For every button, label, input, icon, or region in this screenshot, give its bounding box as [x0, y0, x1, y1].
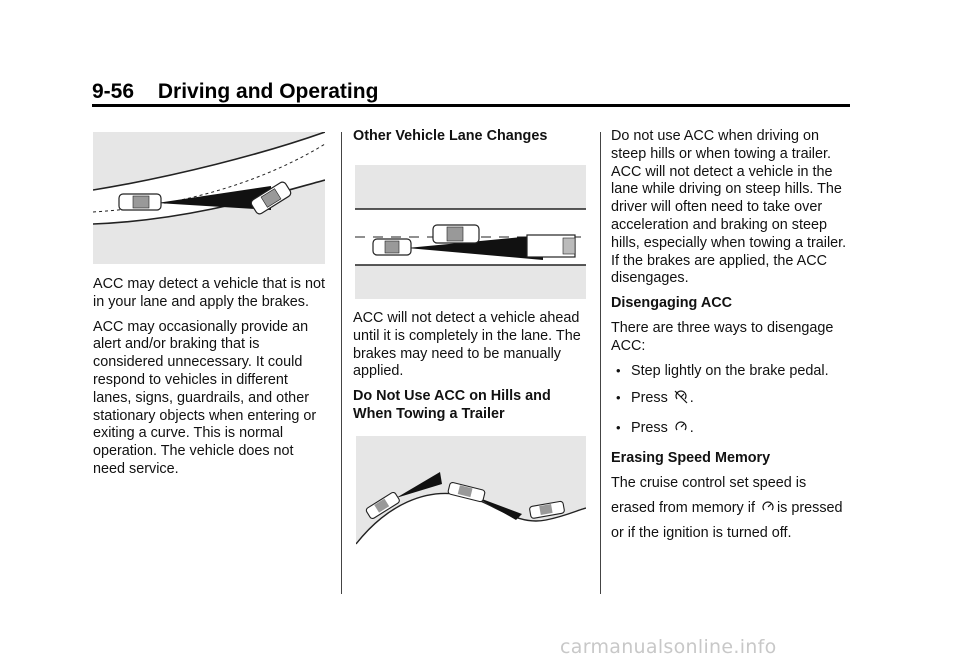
disengage-list: [611, 363, 855, 440]
column-2-top: [353, 128, 593, 153]
figure-hills: [356, 436, 586, 566]
figure-curve-detection: [93, 132, 325, 264]
paragraph: The cruise control set speed is: [611, 474, 807, 491]
subheading: Do Not Use ACC on Hills and When Towing a Trailer: [353, 388, 551, 422]
paragraph: ACC may occasionally provide an alert and/or braking that is considered unnecessary. It could respond to vehicles in different lanes, signs, guardrails, and other stationary objects when entering or exiting a curve. This is normal operation. The vehicle does not need service.: [93, 318, 317, 477]
list-item: • Press .: [611, 420, 855, 440]
header-rule: [92, 104, 850, 107]
column-divider-1: [341, 132, 342, 594]
page-header: [92, 80, 378, 104]
cruise-onoff-icon: [761, 500, 775, 520]
paragraph: Do not use ACC when driving on steep hills or when towing a trailer. ACC will not detect a vehicle in the lane while driving on steep hills. The driver will often need to take over acceleration and braking on steep hills, especially when towing a trailer. If the brakes are applied, the ACC disengages.: [611, 128, 847, 287]
paragraph: ACC may detect a vehicle that is not in your lane and apply the brakes.: [93, 276, 325, 310]
paragraph: ACC will not detect a vehicle ahead until it is completely in the lane. The brakes may need to be manually applied.: [353, 310, 581, 380]
footer-watermark: carmanualsonline.info: [560, 636, 777, 658]
subheading: Disengaging ACC: [611, 295, 732, 312]
column-2-middle: [353, 310, 593, 431]
cruise-cancel-icon: [674, 390, 688, 410]
paragraph: There are three ways to disengage ACC:: [611, 319, 834, 354]
section-title: Driving and Operating: [157, 80, 379, 103]
list-item: • Step lightly on the brake pedal.: [611, 363, 855, 381]
column-3: [611, 128, 855, 550]
column-divider-2: [600, 132, 601, 594]
subheading: Other Vehicle Lane Changes: [353, 128, 548, 144]
cruise-onoff-icon: [674, 420, 688, 440]
column-1: [93, 276, 329, 486]
paragraph: or if the ignition is turned off.: [611, 525, 792, 542]
list-item: • Press .: [611, 390, 855, 410]
figure-lane-change: [355, 165, 586, 299]
page-number: 9-56: [92, 80, 135, 103]
paragraph: erased from memory if is pressed: [611, 500, 855, 520]
subheading: Erasing Speed Memory: [611, 449, 771, 466]
